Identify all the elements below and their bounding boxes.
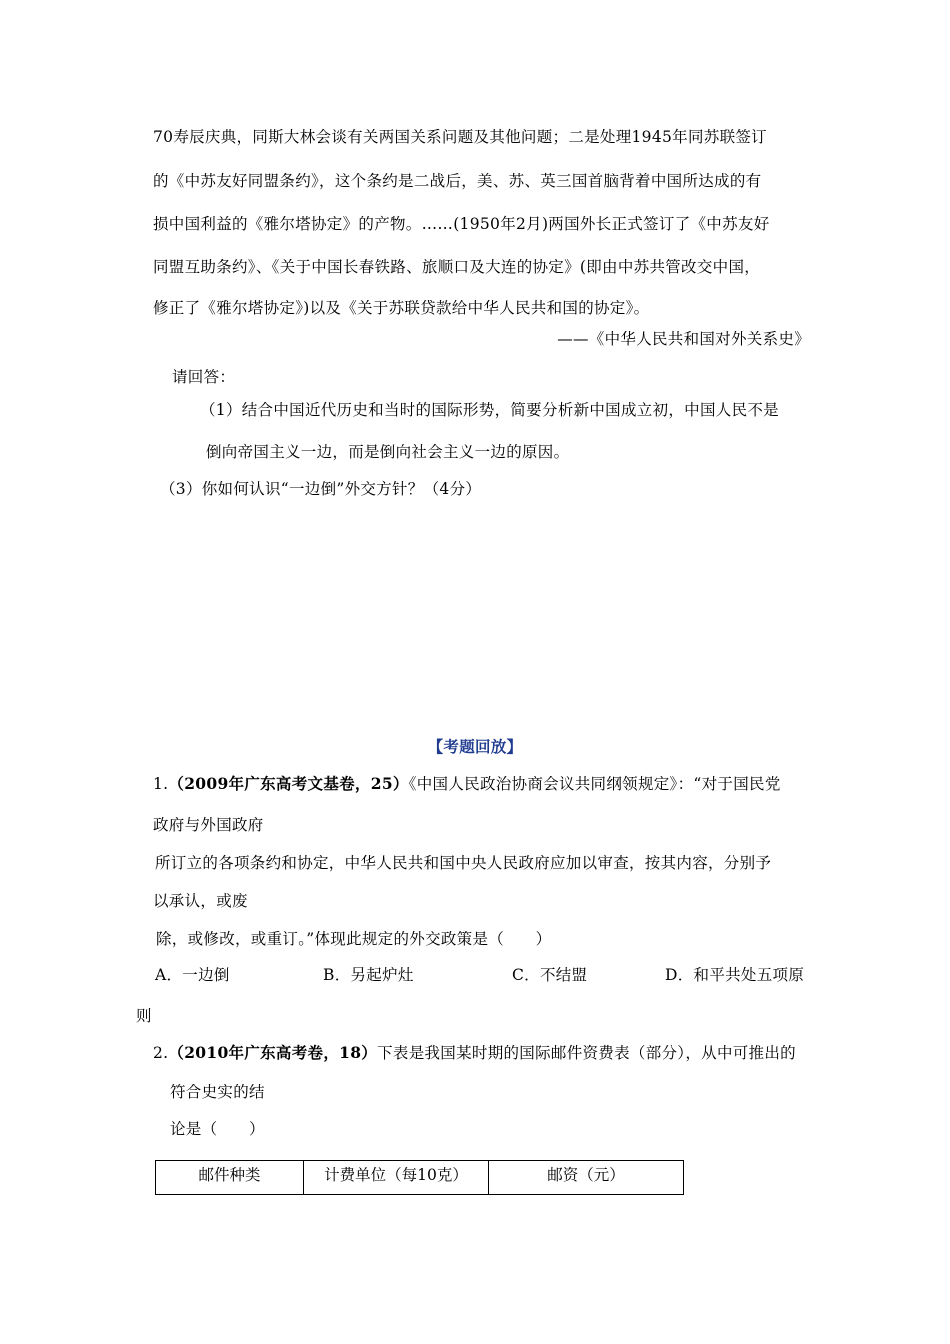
question-1-line-1: （1）结合中国近代历史和当时的国际形势，简要分析新中国成立初，中国人民不是: [200, 401, 779, 419]
item-1-number: 1.: [153, 775, 169, 793]
review-item-2-line-3: 论是（ ）: [170, 1120, 265, 1138]
question-3: （3）你如何认识“一边倒”外交方针？（4分）: [160, 480, 482, 498]
table-header-cell: 计费单位（每10克）: [304, 1161, 489, 1195]
passage-line-3: 损中国利益的《雅尔塔协定》的产物。……(1950年2月)两国外长正式签订了《中苏友好: [153, 215, 770, 233]
passage-line-1: 70寿辰庆典，同斯大林会谈有关两国关系问题及其他问题；二是处理1945年同苏联签订: [153, 128, 767, 146]
item-2-source: （2010年广东高考卷，18）: [168, 1043, 378, 1062]
table-header-cell: 邮件种类: [156, 1161, 304, 1195]
passage-line-4: 同盟互助条约》、《关于中国长春铁路、旅顺口及大连的协定》(即由中苏共管改交中国，: [153, 258, 761, 276]
passage-line-5: 修正了《雅尔塔协定》)以及《关于苏联贷款给中华人民共和国的协定》。: [153, 299, 650, 317]
option-d-wrap: 则: [136, 1007, 152, 1025]
option-b: B．另起炉灶: [323, 966, 414, 984]
postage-table: [155, 1160, 684, 1195]
option-c: C．不结盟: [512, 966, 588, 984]
review-item-1-line-1: [153, 774, 823, 794]
review-item-1-line-4: 以承认，或废: [153, 892, 248, 910]
review-item-1-options: [153, 965, 823, 985]
review-item-1-line-5: 除，或修改，或重订。”体现此规定的外交政策是（ ）: [156, 930, 552, 948]
review-item-2-line-2: 符合史实的结: [170, 1083, 265, 1101]
question-1-line-2: 倒向帝国主义一边，而是倒向社会主义一边的原因。: [206, 443, 570, 461]
passage-source: ——《中华人民共和国对外关系史》: [557, 330, 810, 348]
review-item-2-line-1: [153, 1043, 823, 1063]
option-d: D．和平共处五项原: [665, 966, 805, 984]
table-header-row: [156, 1161, 684, 1195]
option-a: A．一边倒: [155, 966, 230, 984]
review-item-1-line-2: 政府与外国政府: [153, 816, 264, 834]
answer-prompt: 请回答：: [172, 368, 236, 386]
item-1-source: （2009年广东高考文基卷，25）: [168, 774, 409, 793]
item-2-text: 下表是我国某时期的国际邮件资费表（部分），从中可推出的: [377, 1044, 796, 1062]
section-title: 【考题回放】: [427, 738, 523, 756]
passage-line-2: 的《中苏友好同盟条约》，这个条约是二战后，美、苏、英三国首脑背着中国所达成的有: [153, 172, 762, 190]
item-2-number: 2.: [153, 1044, 169, 1062]
review-item-1-line-3: 所订立的各项条约和协定，中华人民共和国中央人民政府应加以审查，按其内容，分别予: [155, 854, 772, 872]
item-1-text: 《中国人民政治协商会议共同纲领规定》：“对于国民党: [408, 775, 781, 793]
table-header-cell: 邮资（元）: [489, 1161, 684, 1195]
